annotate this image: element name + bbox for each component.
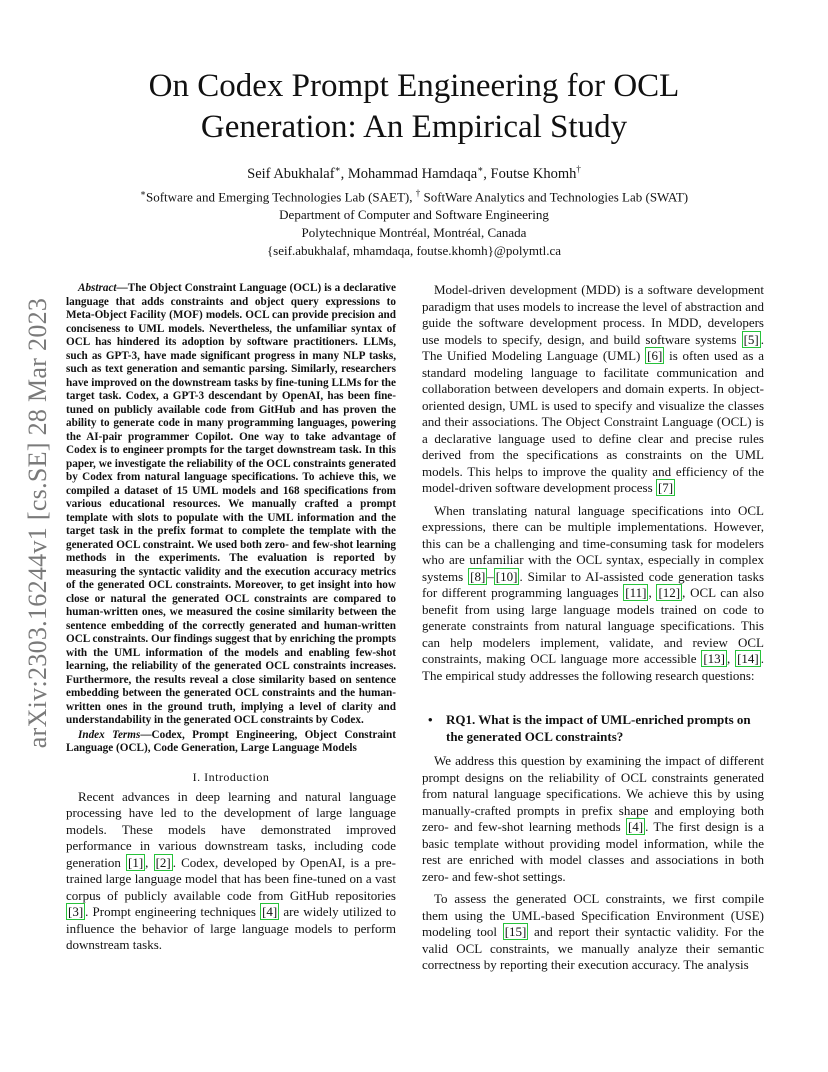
citation-link[interactable]: [8] bbox=[470, 568, 486, 584]
affiliation-mark: † bbox=[576, 164, 581, 174]
text-run: , bbox=[145, 854, 154, 870]
bullet-icon: • bbox=[428, 712, 433, 727]
citation-link[interactable]: [14] bbox=[737, 651, 759, 666]
research-question-text: RQ1. What is the impact of UML-enriched prompts on the generated OCL constraints? bbox=[446, 712, 751, 744]
text-run: and report their syntactic validity. For the valid OCL constraints, we manually analyze their semantic correctness by reporting their execution accuracy. The analysis bbox=[422, 924, 764, 972]
citation-link[interactable]: [2] bbox=[155, 854, 171, 870]
citation-link[interactable]: [10] bbox=[495, 568, 518, 584]
text-run: . The empirical study addresses the following research questions: bbox=[422, 651, 764, 683]
arxiv-identifier: arXiv:2303.16244v1 [cs.SE] 28 Mar 2023 bbox=[23, 297, 52, 749]
affiliation-mark: ∗ bbox=[139, 187, 146, 198]
citation-link[interactable]: [7] bbox=[657, 480, 674, 495]
text-run: is often used as a standard modeling language to facilitate communication and collaboration between developers and domain experts. In object-oriented design, UML is used to specify and visualize the classes and their associations. The Object Constraint Language (OCL) is a declarative language used to define clear and precise rules derived from the specifications as constraints on the UML models. This helps to improve the quality and efficiency of the model-driven software development process bbox=[422, 348, 764, 495]
affiliation-text: Software and Emerging Technologies Lab (SAET), bbox=[146, 189, 416, 205]
author-block bbox=[0, 160, 828, 260]
text-run: . Similar to AI-assisted code generation tasks for different programming languages bbox=[422, 568, 764, 600]
ocl-paragraph bbox=[422, 503, 764, 685]
research-question-rq1 bbox=[422, 712, 764, 745]
abstract bbox=[66, 282, 396, 728]
text-run: , OCL can also benefit from using large language models trained on code to generate constraints from natural language specifications. This can help modelers implement, validate, and review OCL constraints, making OCL language more accessible bbox=[422, 585, 765, 666]
citation-link[interactable]: [13] bbox=[703, 651, 725, 666]
text-run: Recent advances in deep learning and natural language processing have led to the development of large language models. These models have demonstrated improved performance in various downstream tasks, including code generation bbox=[66, 788, 396, 870]
title-line: On Codex Prompt Engineering for OCL bbox=[148, 68, 680, 104]
affiliation-text: SoftWare Analytics and Technologies Lab (SWAT) bbox=[420, 189, 689, 205]
citation-link[interactable]: [5] bbox=[743, 331, 759, 347]
text-run: . Prompt engineering techniques bbox=[85, 904, 261, 919]
author-separator: , bbox=[483, 165, 491, 182]
intro-paragraph bbox=[66, 789, 396, 954]
text-run: . Codex, developed by OpenAI, is a pre-trained large language model that has been fine-tuned on a vast corpus of publicly available code from GitHub repositories bbox=[66, 854, 397, 903]
author-name: Foutse Khomh bbox=[490, 165, 577, 182]
author-name: Seif Abukhalaf bbox=[247, 165, 335, 182]
arxiv-identifier-stamp bbox=[24, 288, 52, 758]
citation-link[interactable]: [15] bbox=[504, 924, 527, 939]
citation-link[interactable]: [6] bbox=[647, 348, 663, 363]
citation-link[interactable]: [3] bbox=[68, 904, 84, 919]
citation-link[interactable]: [11] bbox=[625, 585, 647, 600]
rq1-paragraph bbox=[422, 753, 764, 885]
citation-link[interactable]: [1] bbox=[128, 854, 144, 870]
index-terms bbox=[66, 729, 396, 756]
citation-link[interactable]: [4] bbox=[627, 819, 644, 834]
text-run: . The Unified Modeling Language (UML) bbox=[422, 331, 764, 363]
text-run: When translating natural language specifications into OCL expressions, there can be multiple implementations. However, this can be a challenging and time-consuming task for modelers who are unfamiliar with the OCL syntax, especially in complex systems bbox=[422, 502, 764, 584]
affiliation-mark: † bbox=[415, 187, 421, 198]
right-column bbox=[422, 282, 764, 974]
text-run: . The first design is a basic template without providing model information, while the rest are enriched with model classes and associations in both zero- and few-shot settings. bbox=[422, 819, 764, 884]
abstract-lead: Abstract bbox=[78, 282, 117, 294]
section-heading-introduction: I. Introduction bbox=[192, 769, 270, 784]
author-list bbox=[0, 160, 828, 184]
author-emails: {seif.abukhalaf, mhamdaqa, foutse.khomh}@polymtl.ca bbox=[266, 243, 562, 259]
citation-link[interactable]: [4] bbox=[262, 904, 278, 919]
paper-title bbox=[0, 66, 828, 148]
affiliation-labs bbox=[0, 184, 828, 206]
affiliation-department: Department of Computer and Software Engineering bbox=[279, 207, 549, 223]
text-run: To assess the generated OCL constraints, we first compile them using the UML-based Specification Environment (USE) modeling tool bbox=[422, 891, 764, 939]
text-run: , bbox=[727, 651, 736, 666]
affiliation-mark: ∗ bbox=[334, 164, 341, 174]
author-separator: , bbox=[340, 165, 348, 182]
title-line: Generation: An Empirical Study bbox=[200, 109, 628, 145]
text-run: We address this question by examining the impact of different prompt designs on the reliability of OCL constraints generated from natural language specifications. We achieve this by using manually-crafted prompts in prefix shape and employing both zero- and few-shot learning methods bbox=[422, 753, 764, 834]
affiliation-university: Polytechnique Montréal, Montréal, Canada bbox=[301, 225, 527, 241]
text-run: are widely utilized to influence the behavior of large language models to perform downstream tasks. bbox=[66, 904, 396, 952]
affiliation-mark: ∗ bbox=[477, 164, 484, 174]
text-run: , bbox=[648, 585, 657, 600]
assessment-paragraph bbox=[422, 891, 764, 974]
citation-link[interactable]: [12] bbox=[658, 585, 681, 600]
author-name: Mohammad Hamdaqa bbox=[347, 165, 478, 182]
text-run: Model-driven development (MDD) is a software development paradigm that uses models to increase the level of abstraction and guide the software development process. In MDD, developers use models to specify, design, and build software systems bbox=[422, 282, 764, 347]
index-terms-lead: Index Terms bbox=[78, 728, 141, 741]
left-column bbox=[66, 282, 396, 954]
abstract-text: —The Object Constraint Language (OCL) is a declarative language that adds constraints and object query expressions to Meta-Object Facility (MOF) models. OCL can provide precision and conciseness to UML models. Nevertheless, the unfamiliar syntax of OCL has hindered its adoption by software practitioners. LLMs, such as GPT-3, have made significant progress in many NLP tasks, such as text generation and semantic parsing. Similarly, researchers have improved on the downstream tasks by fine-tuning LLMs for the target task. Codex, a GPT-3 descendant by OpenAI, has been fine-tuned on publicly available code from GitHub and has proven the ability to generate code in many programming languages, powering the AI-pair programmer Copilot. One way to take advantage of Codex is to engineer prompts for the target downstream task. In this paper, we investigate the reliability of the OCL constraints generated by Codex from natural language specifications. To achieve this, we compiled a dataset of 15 UML models and 168 specifications from various educational resources. We manually crafted a prompt template with slots to populate with the UML information and the target task in the prefix format to complete the template with the generated OCL constraint. We used both zero- and few-shot learning methods in the experiments. The evaluation is reported by measuring the syntactic validity and the execution accuracy metrics of the generated OCL constraints. Moreover, to get insight into how close or natural the generated OCL constraints are compared to human-written ones, we measured the cosine similarity between the sentence embedding of the correctly generated and human-written OCL constraints. Our findings suggest that by enriching the prompts with the UML information of the models and enabling few-shot learning, the reliability of the generated OCL constraints increases. Furthermore, the results reveal a close similarity based on sentence embedding between the generated OCL constraints and the human-written ones in the ground truth, implying a level of clarity and understandability in the generated OCL constraints by Codex. bbox=[66, 282, 396, 726]
text-run: – bbox=[487, 568, 494, 584]
mdd-paragraph bbox=[422, 282, 764, 497]
index-terms-text: —Codex, Prompt Engineering, Object Constraint Language (OCL), Code Generation, Large Language Models bbox=[66, 728, 396, 754]
